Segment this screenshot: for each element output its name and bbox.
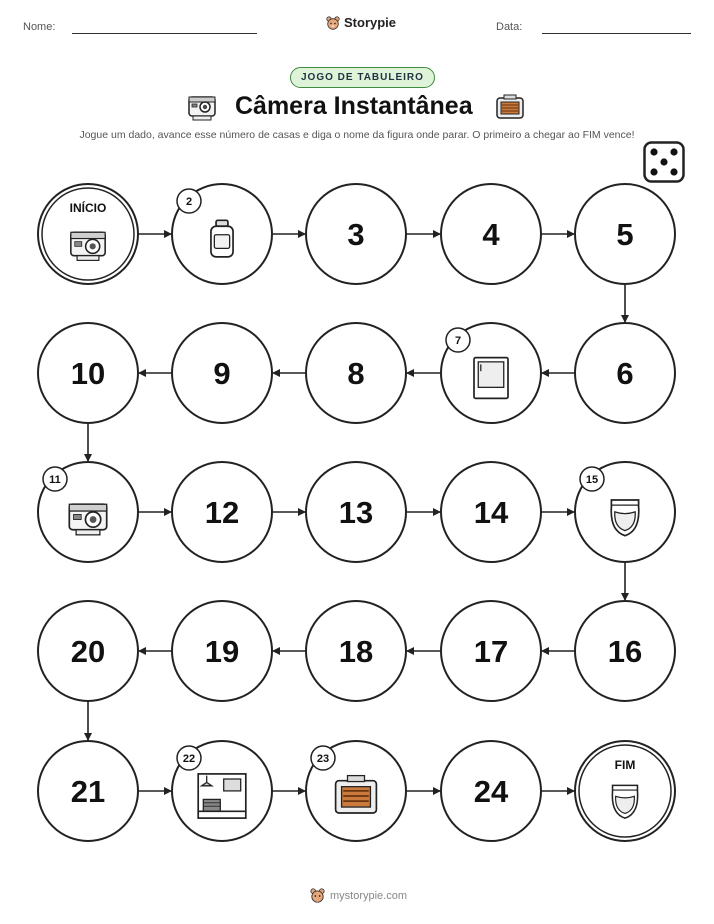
board-space (38, 462, 138, 562)
photo-frame-icon (474, 358, 508, 399)
space-number: 21 (70, 774, 106, 809)
brand-name: Storypie (344, 15, 397, 30)
board-space (306, 323, 406, 423)
board-space (575, 184, 675, 284)
space-number: 13 (338, 495, 374, 530)
space-number: 3 (347, 217, 365, 252)
space-number: 23 (316, 753, 330, 765)
board-space (38, 601, 138, 701)
board-space (575, 323, 675, 423)
board-space (306, 741, 406, 841)
space-number: 4 (482, 217, 500, 252)
bear-icon (310, 888, 325, 903)
space-number: 8 (347, 356, 365, 391)
page-title: Câmera Instantânea (235, 92, 473, 120)
space-number: 7 (454, 335, 462, 347)
board-space (441, 601, 541, 701)
board-space (38, 323, 138, 423)
bottle-icon (211, 220, 233, 257)
board-space (306, 601, 406, 701)
space-number: 16 (607, 634, 643, 669)
board-space (38, 741, 138, 841)
board-space (172, 323, 272, 423)
space-number: 5 (616, 217, 634, 252)
space-number: 2 (185, 196, 193, 208)
board-space (575, 462, 675, 562)
footer (310, 888, 407, 903)
start-label: INÍCIO (69, 201, 107, 215)
space-number: 11 (49, 474, 61, 486)
board-space (172, 741, 272, 841)
space-number: 14 (473, 495, 509, 530)
name-label: Nome: (23, 21, 56, 33)
board-space (306, 462, 406, 562)
space-number: 24 (473, 774, 509, 809)
game-type-badge: JOGO DE TABULEIRO (290, 67, 435, 88)
space-number: 20 (70, 634, 106, 669)
board-space (441, 741, 541, 841)
space-number: 10 (70, 356, 106, 391)
desk-scene-icon (198, 774, 246, 818)
instructions-text: Jogue um dado, avance esse número de casas e diga o nome da figura onde parar. O primeiro a chegar ao FIM vence! (79, 129, 635, 141)
space-number: 17 (473, 634, 509, 669)
film-cartridge-icon (336, 776, 377, 813)
space-start (38, 184, 138, 284)
board-space (172, 184, 272, 284)
board-space (441, 323, 541, 423)
space-number: 9 (213, 356, 231, 391)
board-space (441, 462, 541, 562)
instant-camera-icon (69, 504, 106, 535)
space-number: 6 (616, 356, 634, 391)
board-space (575, 601, 675, 701)
space-number: 15 (585, 474, 599, 486)
space-number: 12 (204, 495, 240, 530)
space-number: 19 (204, 634, 240, 669)
board-space (172, 601, 272, 701)
footer-url: mystorypie.com (330, 889, 408, 902)
board-space (172, 462, 272, 562)
board-space (306, 184, 406, 284)
space-number: 18 (338, 634, 374, 669)
date-label: Data: (496, 21, 523, 33)
instant-camera-icon (71, 232, 105, 260)
end-label: FIM (614, 758, 636, 772)
board-space (441, 184, 541, 284)
space-end (575, 741, 675, 841)
space-number: 22 (182, 753, 196, 765)
